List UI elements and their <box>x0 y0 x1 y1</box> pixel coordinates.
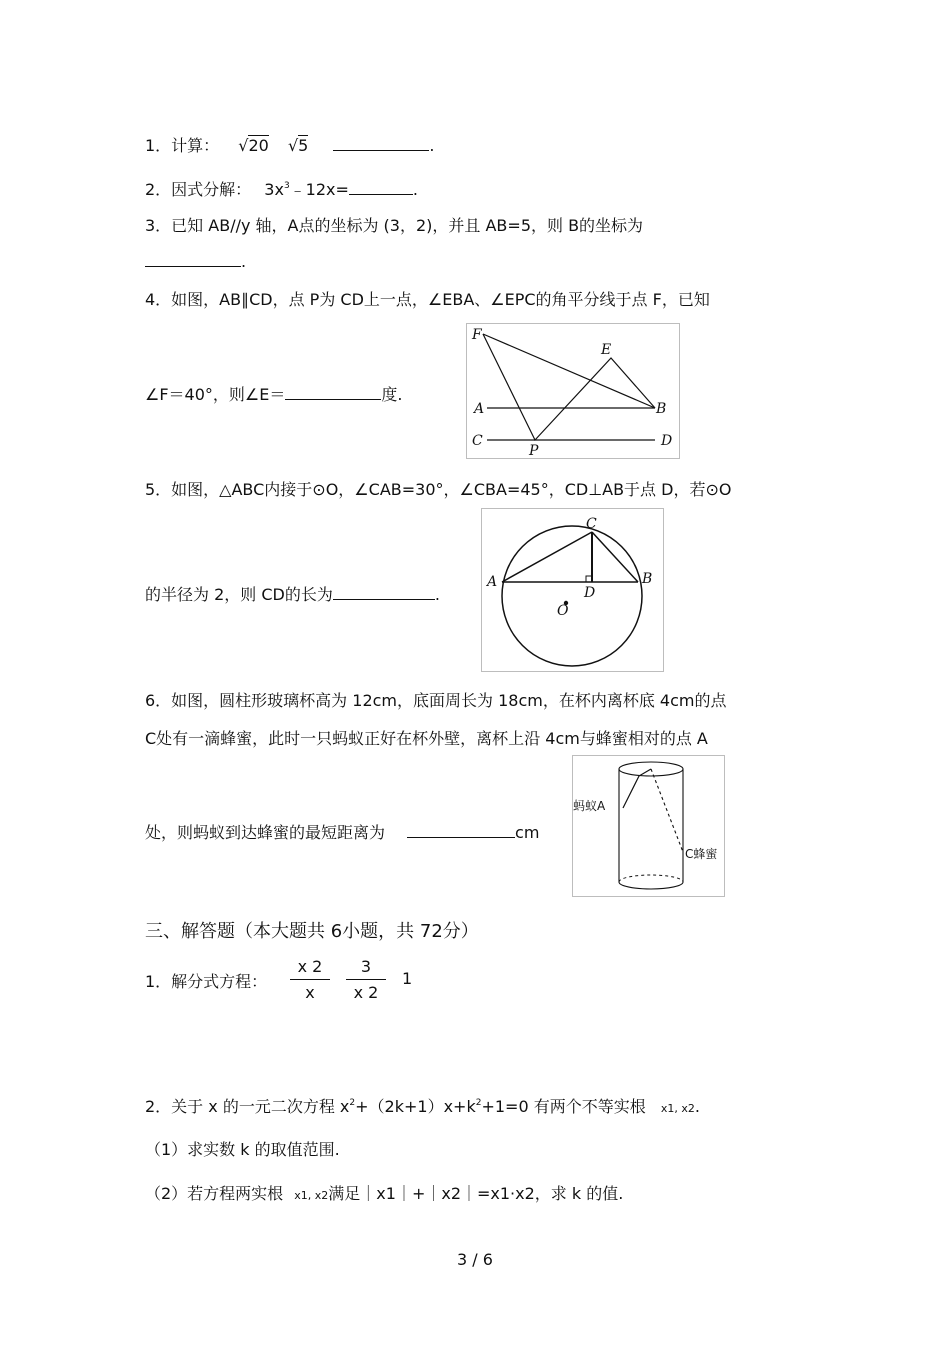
label-P: P <box>529 443 539 458</box>
label-B: B <box>642 571 653 587</box>
question-4 <box>145 287 710 310</box>
label-D: D <box>661 433 673 449</box>
question-5 <box>145 477 731 500</box>
q1-suffix: . <box>429 136 435 155</box>
answer-blank[interactable] <box>145 250 241 267</box>
label-O: O <box>557 603 569 619</box>
q4-suffix: 度. <box>381 385 403 404</box>
question-6 <box>145 688 727 711</box>
p2-text-c: +1=0 有两个不等实根 <box>481 1097 646 1116</box>
label-E: E <box>601 342 612 358</box>
q2-exponent: 3 <box>283 181 290 191</box>
fraction-1 <box>290 957 330 1002</box>
section-3-title: 三、解答题（本大题共 6小题，共 72分） <box>145 921 479 942</box>
cylinder-figure <box>572 755 725 897</box>
page-number: 3 / 6 <box>457 1250 493 1269</box>
question-4-line-2 <box>145 382 402 405</box>
answer-blank[interactable] <box>407 821 515 838</box>
q5-text-1: 5．如图，△ABC内接于⊙O，∠CAB=30°，∠CBA=45°，CD⊥AB于点 D，若⊙O <box>145 480 732 499</box>
label-ant: 蚂蚁A <box>573 799 606 813</box>
problem-2 <box>145 1094 700 1117</box>
problem-1 <box>145 969 267 992</box>
label-C: C <box>586 516 597 532</box>
fraction-1-numerator: x 2 <box>297 957 323 976</box>
q3-suffix: . <box>241 252 247 271</box>
p1-rhs: 1 <box>402 969 413 988</box>
q2-suffix: . <box>412 180 419 199</box>
q6-suffix: cm <box>515 823 540 842</box>
q2-expr-b: ﹣12x= <box>289 180 349 199</box>
question-5-line-2 <box>145 582 440 605</box>
answer-blank[interactable] <box>333 134 429 151</box>
problem-2-part-2 <box>145 1181 623 1204</box>
q1-prefix: 1．计算： <box>145 136 220 155</box>
p2-square: 2 <box>475 1098 482 1108</box>
label-A: A <box>487 574 498 590</box>
fraction-2 <box>346 957 386 1002</box>
q6-text-2: C处有一滴蜂蜜，此时一只蚂蚁正好在杯外壁，离杯上沿 4cm与蜂蜜相对的点 A <box>145 729 708 748</box>
q1-radicand-2: 5 <box>298 136 309 155</box>
fraction-2-denominator: x 2 <box>353 983 379 1002</box>
p2-sub-2-b: 满足｜x1｜+｜x2｜=x1·x2，求 k 的值. <box>328 1184 624 1203</box>
circle-figure <box>481 508 664 672</box>
q3-text: 3．已知 AB//y 轴，A点的坐标为 (3，2)，并且 AB=5，则 B的坐标为 <box>145 216 644 235</box>
answer-blank[interactable] <box>349 178 413 195</box>
q6-text-1: 6．如图，圆柱形玻璃杯高为 12cm，底面周长为 18cm，在杯内离杯底 4cm的点 <box>145 691 727 710</box>
fraction-2-numerator: 3 <box>360 957 372 976</box>
q2-prefix: 2．因式分解： <box>145 180 252 199</box>
fraction-1-denominator: x <box>305 983 315 1002</box>
parallel-lines-figure <box>466 323 680 459</box>
label-F: F <box>472 327 482 343</box>
q4-text-2: ∠F＝40°，则∠E＝ <box>145 385 286 404</box>
problem-2-part-1 <box>145 1137 340 1160</box>
p2-end: . <box>694 1097 700 1116</box>
sqrt-icon: √ <box>238 136 249 155</box>
question-1 <box>145 133 435 156</box>
q1-radicand-1: 20 <box>248 136 269 155</box>
question-6-line-3 <box>145 820 539 843</box>
question-2 <box>145 177 418 200</box>
q6-text-3: 处，则蚂蚁到达蜂蜜的最短距离为 <box>145 823 386 842</box>
p2-sub-1: （1）求实数 k 的取值范围. <box>145 1140 340 1159</box>
q4-text-1: 4．如图，AB∥CD，点 P为 CD上一点，∠EBA、∠EPC的角平分线于点 F，已知 <box>145 290 710 309</box>
q2-expr-a: 3x <box>264 180 284 199</box>
p2-roots: x1, x2 <box>660 1102 695 1115</box>
question-3 <box>145 213 643 236</box>
question-6-line-2 <box>145 726 708 749</box>
p2-sub-2-a: （2）若方程两实根 <box>145 1184 284 1203</box>
label-C: C <box>472 433 483 449</box>
label-D: D <box>584 585 596 601</box>
p2-sub-2-roots: x1, x2 <box>294 1189 329 1202</box>
label-A: A <box>474 401 485 417</box>
label-honey: C蜂蜜 <box>685 847 718 861</box>
q5-text-2: 的半径为 2，则 CD的长为 <box>145 585 333 604</box>
answer-blank[interactable] <box>285 383 381 400</box>
p2-text-b: +（2k+1）x+k <box>355 1097 476 1116</box>
p1-prefix: 1．解分式方程： <box>145 972 268 991</box>
label-B: B <box>656 401 667 417</box>
p2-text-a: 2．关于 x 的一元二次方程 x <box>145 1097 350 1116</box>
question-3-answer <box>145 250 246 271</box>
q5-suffix: . <box>434 585 440 604</box>
answer-blank[interactable] <box>333 583 435 600</box>
p2-square: 2 <box>349 1098 356 1108</box>
sqrt-icon: √ <box>287 136 299 155</box>
